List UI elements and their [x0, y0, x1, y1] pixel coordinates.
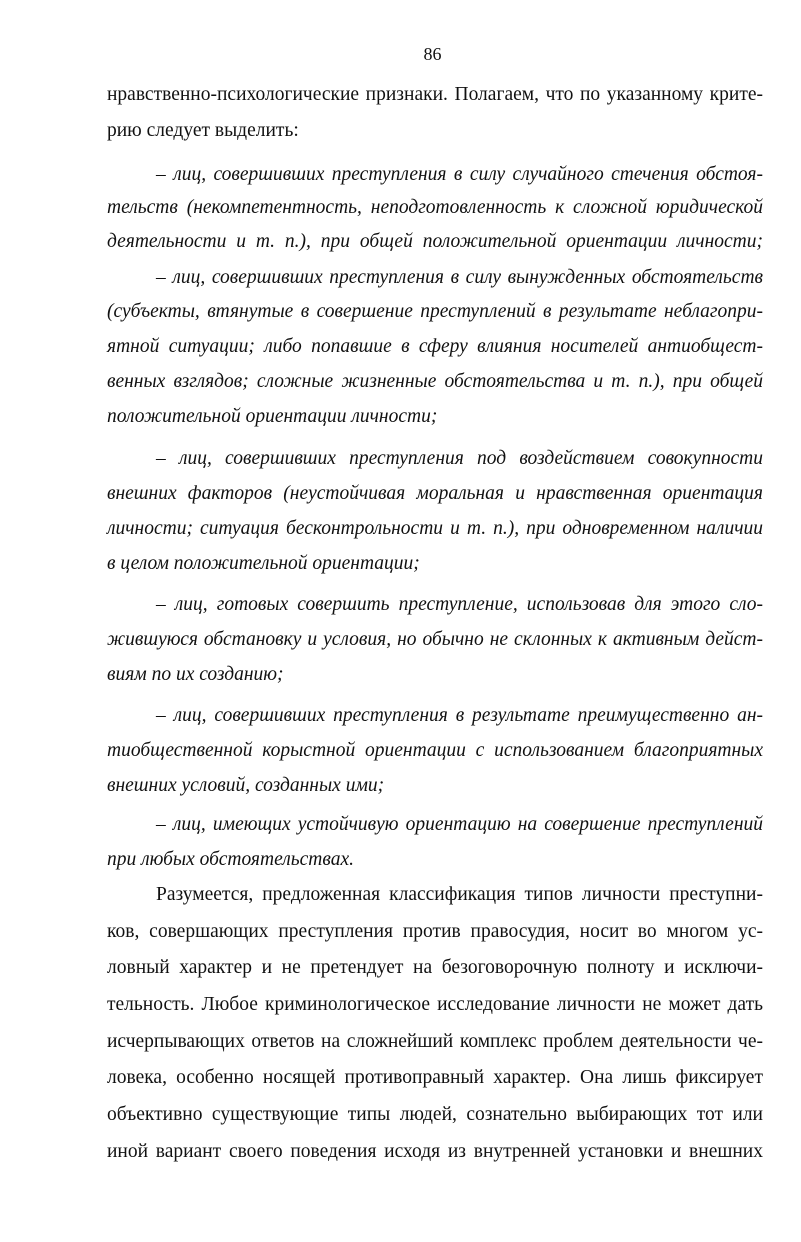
- list-item-line: внешних условий, созданных ими;: [107, 775, 385, 796]
- list-item-line: – лиц, совершивших преступления в силу случайного стечения обстоя-: [156, 164, 763, 185]
- text-line: тельность. Любое криминологическое исследование личности не может дать: [107, 994, 763, 1015]
- text-line: исчерпывающих ответов на сложнейший комплекс проблем деятельности че-: [107, 1031, 763, 1052]
- list-item-line: – лиц, совершивших преступления в результате преимущественно ан-: [156, 705, 763, 726]
- list-item-line: – лиц, готовых совершить преступление, использовав для этого сло-: [156, 594, 763, 615]
- list-item-line: виям по их созданию;: [107, 664, 284, 685]
- list-item-line: положительной ориентации личности;: [107, 406, 438, 427]
- list-item-line: – лиц, имеющих устойчивую ориентацию на совершение преступлений: [156, 814, 763, 835]
- list-item-line: жившуюся обстановку и условия, но обычно не склонных к активным дейст-: [107, 629, 763, 650]
- text-line: нравственно-психологические признаки. Полагаем, что по указанному крите-: [107, 84, 763, 105]
- list-item-line: (субъекты, втянутые в совершение преступлений в результате неблагопри-: [107, 301, 763, 322]
- text-line: ловека, особенно носящей противоправный характер. Она лишь фиксирует: [107, 1067, 763, 1088]
- list-item-line: тельств (некомпетентность, неподготовленность к сложной юридической: [107, 197, 763, 218]
- list-item-line: ятной ситуации; либо попавшие в сферу влияния носителей антиобщест-: [107, 336, 763, 357]
- list-item-line: при любых обстоятельствах.: [107, 849, 354, 870]
- text-line: иной вариант своего поведения исходя из внутренней установки и внешних: [107, 1141, 763, 1162]
- page-number: 86: [423, 44, 442, 64]
- text-line: ков, совершающих преступления против правосудия, носит во многом ус-: [107, 921, 763, 942]
- text-line: объективно существующие типы людей, сознательно выбирающих тот или: [107, 1104, 763, 1125]
- list-item-line: деятельности и т. п.), при общей положительной ориентации личности;: [107, 231, 763, 252]
- list-item-line: внешних факторов (неустойчивая моральная и нравственная ориентация: [107, 483, 763, 504]
- text-line: рию следует выделить:: [107, 120, 299, 141]
- list-item-line: тиобщественной корыстной ориентации с использованием благоприятных: [107, 740, 763, 761]
- list-item-line: – лиц, совершивших преступления под воздействием совокупности: [156, 448, 763, 469]
- list-item-line: в целом положительной ориентации;: [107, 553, 420, 574]
- text-line: ловный характер и не претендует на безоговорочную полноту и исключи-: [107, 957, 763, 978]
- list-item-line: венных взглядов; сложные жизненные обстоятельства и т. п.), при общей: [107, 371, 763, 392]
- list-item-line: личности; ситуация бесконтрольности и т. п.), при одновременном наличии: [107, 518, 763, 539]
- text-line: Разумеется, предложенная классификация типов личности преступни-: [156, 884, 763, 905]
- list-item-line: – лиц, совершивших преступления в силу вынужденных обстоятельств: [156, 267, 763, 288]
